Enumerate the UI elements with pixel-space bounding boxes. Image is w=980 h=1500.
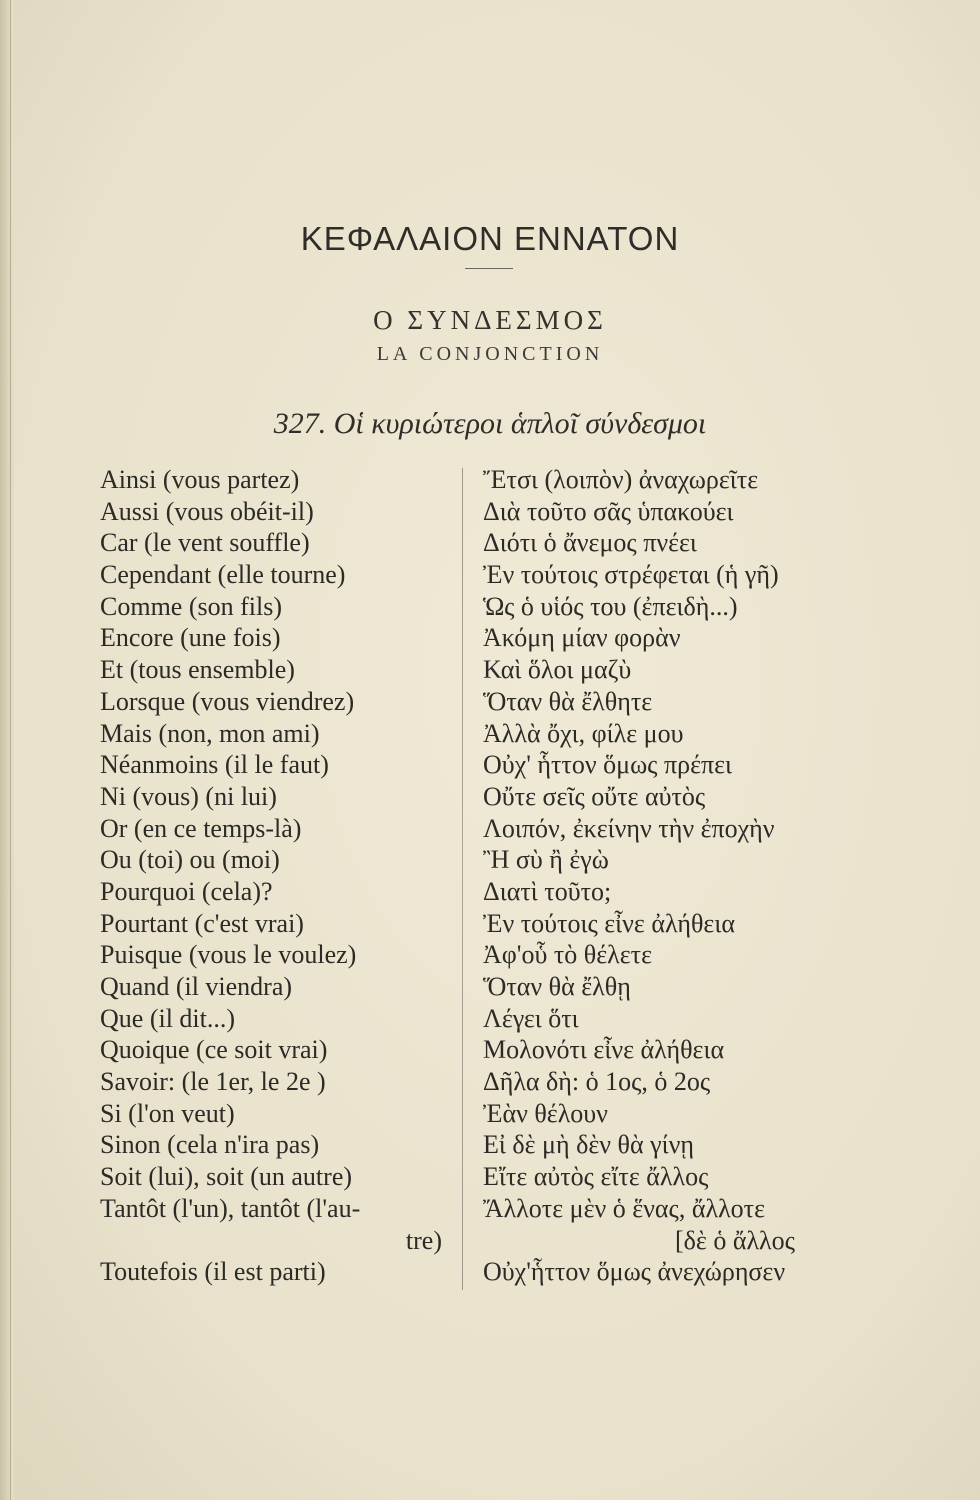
french-line: Car (le vent souffle) (100, 528, 310, 558)
french-line: Si (l'on veut) (100, 1098, 235, 1128)
french-line: Et (tous ensemble) (100, 655, 295, 685)
french-line: Pourtant (c'est vrai) (100, 908, 304, 938)
greek-line: Οὐχ' ἧττον ὅμως πρέπει (483, 750, 733, 780)
column-divider (462, 468, 463, 1290)
french-line: Ainsi (vous partez) (100, 465, 300, 494)
french-line: Toutefois (il est parti) (100, 1257, 326, 1287)
greek-line: Διὰ τοῦτο σᾶς ὑπακούει (483, 496, 734, 526)
greek-line: Λέγει ὅτι (483, 1003, 579, 1033)
greek-line: Διότι ὁ ἄνεμος πνέει (483, 528, 697, 558)
greek-line: Καὶ ὅλοι μαζὺ (483, 655, 632, 685)
french-line: Aussi (vous obéit-il) (100, 496, 314, 526)
greek-line: Ὅταν θὰ ἔλθῃ (483, 972, 631, 1001)
greek-line-continuation: [δὲ ὁ ἄλλος (675, 1225, 795, 1255)
greek-line: Ἀλλὰ ὄχι, φίλε μου (483, 718, 684, 748)
french-line: Que (il dit...) (100, 1003, 236, 1033)
french-line: Or (en ce temps-là) (100, 813, 302, 843)
french-column (100, 464, 450, 1288)
subject-french: LA CONJONCTION (376, 343, 604, 365)
greek-line: Δῆλα δὴ: ὁ 1ος, ὁ 2ος (483, 1067, 711, 1097)
french-line: Lorsque (vous viendrez) (100, 686, 355, 716)
subject-greek: Ο ΣΥΝΔΕΣΜΟΣ (373, 305, 607, 335)
greek-line: Λοιπόν, ἐκείνην τὴν ἐποχὴν (483, 813, 775, 843)
greek-line: Ὅταν θὰ ἔλθητε (483, 686, 653, 716)
greek-line: Ἐν τούτοις στρέφεται (ἡ γῆ) (483, 560, 779, 590)
greek-line: Ἢ σὺ ἢ ἐγὼ (483, 845, 609, 875)
french-line: Sinon (cela n'ira pas) (100, 1130, 320, 1160)
french-line: Tantôt (l'un), tantôt (l'au- (100, 1193, 361, 1223)
greek-line: Εἴτε αὐτὸς εἴτε ἄλλος (483, 1162, 709, 1192)
title-rule (465, 268, 513, 269)
french-line: Quoique (ce soit vrai) (100, 1035, 328, 1065)
french-line: Ou (toi) ou (moi) (100, 845, 280, 875)
greek-line: Μολονότι εἶνε ἀλήθεια (483, 1035, 725, 1065)
greek-line: Εἰ δὲ μὴ δὲν θὰ γίνῃ (483, 1130, 694, 1160)
french-line: Ni (vous) (ni lui) (100, 781, 277, 811)
french-line: Soit (lui), soit (un autre) (100, 1162, 353, 1192)
greek-line: Ἀφ'οὗ τὸ θέλετε (483, 940, 653, 970)
french-line: Quand (il viendra) (100, 972, 293, 1001)
french-line: Savoir: (le 1er, le 2e ) (100, 1067, 326, 1097)
greek-line: Ἐὰν θέλουν (483, 1098, 608, 1128)
french-line: Cependant (elle tourne) (100, 560, 346, 590)
greek-line: Ὡς ὁ υἱός του (ἐπειδὴ...) (483, 591, 738, 621)
greek-line: Οὔτε σεῖς οὔτε αὐτὸς (483, 781, 706, 811)
chapter-title: ΚΕΦΑΛΑΙΟΝ ΕΝΝΑΤΟΝ (300, 220, 680, 257)
greek-line: Διατὶ τοῦτο; (483, 876, 612, 906)
french-line: Puisque (vous le voulez) (100, 940, 357, 970)
french-line: Comme (son fils) (100, 591, 282, 621)
greek-line: Ἐν τούτοις εἶνε ἀλήθεια (483, 908, 735, 938)
french-line: Néanmoins (il le faut) (100, 750, 329, 780)
greek-line: Ἄλλοτε μὲν ὁ ἕνας, ἄλλοτε (483, 1193, 766, 1223)
french-line-continuation: tre) (405, 1225, 442, 1255)
greek-column (483, 464, 863, 1288)
greek-line: Ἔτσι (λοιπὸν) ἀναχωρεῖτε (483, 465, 759, 494)
french-line: Mais (non, mon ami) (100, 718, 320, 748)
section-heading: 327. Οἱ κυριώτεροι ἁπλοῖ σύνδεσμοι (273, 407, 707, 440)
french-line: Pourquoi (cela)? (100, 876, 273, 906)
french-line: Encore (une fois) (100, 623, 281, 653)
greek-line: Οὐχ'ἧττον ὅμως ἀνεχώρησεν (483, 1257, 786, 1287)
greek-line: Ἀκόμη μίαν φορὰν (483, 623, 681, 653)
